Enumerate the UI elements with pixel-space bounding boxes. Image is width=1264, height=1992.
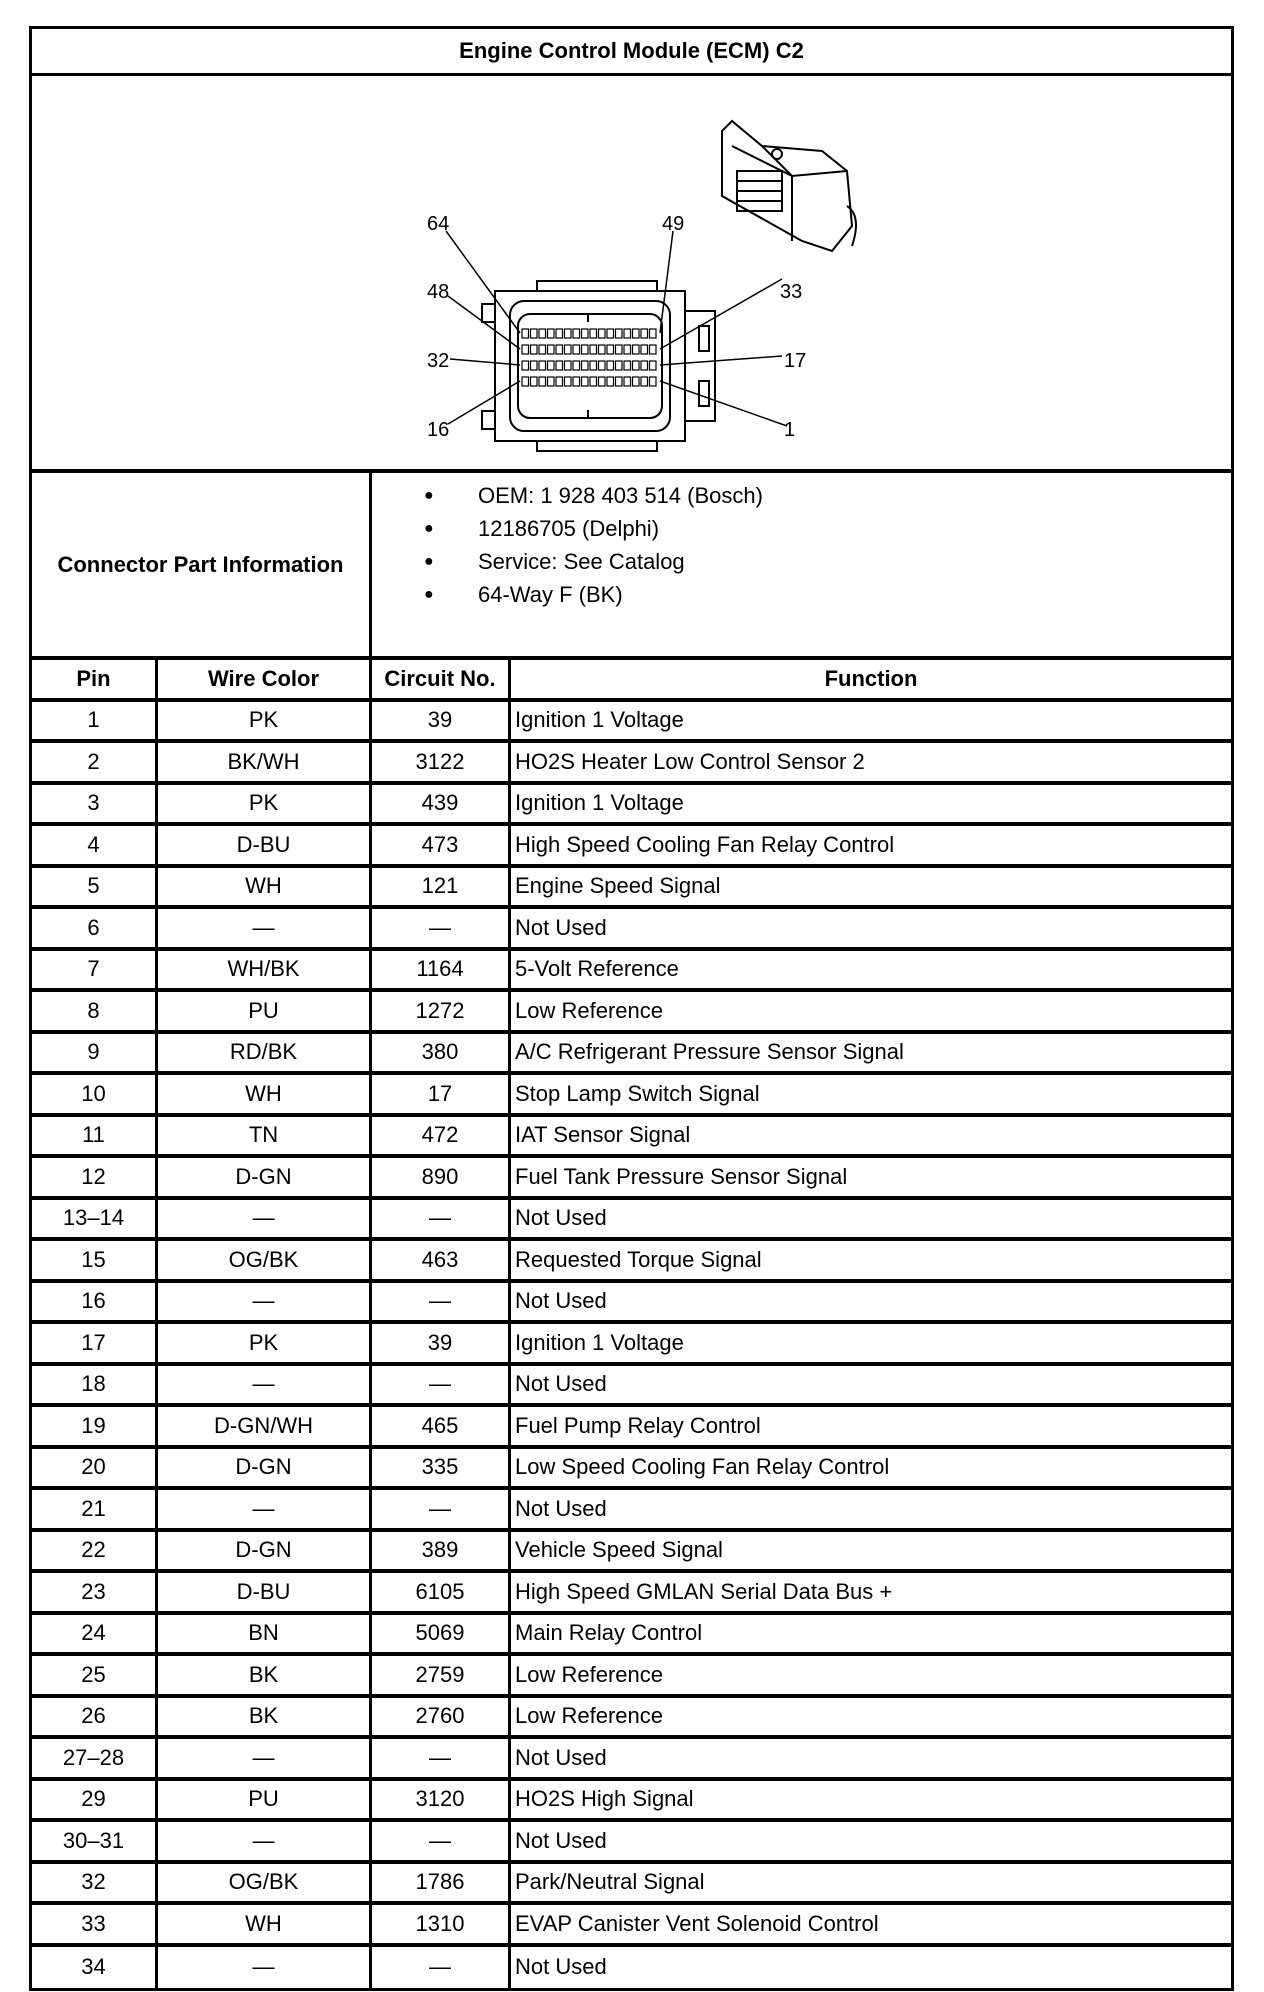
cell-wire-color: — bbox=[158, 1822, 372, 1860]
cell-wire-color: — bbox=[158, 1739, 372, 1777]
cell-pin: 22 bbox=[32, 1532, 158, 1570]
cell-circuit-no: 473 bbox=[372, 826, 511, 864]
cell-pin: 8 bbox=[32, 992, 158, 1030]
pin-label-1: 1 bbox=[784, 419, 796, 441]
cell-pin: 26 bbox=[32, 1698, 158, 1736]
connector-info-text: Service: See Catalog bbox=[478, 548, 685, 574]
table-row bbox=[32, 1241, 1231, 1283]
pin-cavity bbox=[633, 361, 640, 370]
cell-function: Ignition 1 Voltage bbox=[515, 1329, 684, 1355]
pin-cavity bbox=[548, 329, 555, 338]
pin-cavity bbox=[607, 377, 614, 386]
pin-label-33: 33 bbox=[780, 281, 803, 303]
bullet-icon: ● bbox=[424, 552, 434, 570]
cell-wire-color: BN bbox=[158, 1615, 372, 1653]
cell-circuit-no: — bbox=[372, 1200, 511, 1238]
pin-cavity bbox=[633, 377, 640, 386]
cell-wire-color: — bbox=[158, 909, 372, 947]
bullet-icon: ● bbox=[424, 486, 434, 504]
cell-wire-color: PU bbox=[158, 1781, 372, 1819]
cell-pin: 7 bbox=[32, 951, 158, 989]
table-row bbox=[32, 1117, 1231, 1159]
cell-pin: 4 bbox=[32, 826, 158, 864]
cell-pin: 3 bbox=[32, 785, 158, 823]
cell-pin: 12 bbox=[32, 1158, 158, 1196]
cell-pin: 25 bbox=[32, 1656, 158, 1694]
header-function: Function bbox=[824, 665, 918, 691]
pin-cavity bbox=[565, 329, 572, 338]
cell-wire-color: OG/BK bbox=[158, 1864, 372, 1902]
cell-circuit-no: 3120 bbox=[372, 1781, 511, 1819]
table-row bbox=[32, 1532, 1231, 1574]
pin-cavity bbox=[565, 345, 572, 354]
cell-pin: 17 bbox=[32, 1324, 158, 1362]
pin-cavity bbox=[633, 345, 640, 354]
cell-circuit-no: 3122 bbox=[372, 743, 511, 781]
table-row bbox=[32, 1283, 1231, 1325]
pin-cavity bbox=[582, 329, 589, 338]
table-row bbox=[32, 1781, 1231, 1823]
pin-label-32: 32 bbox=[427, 350, 450, 372]
cell-pin: 11 bbox=[32, 1117, 158, 1155]
cell-circuit-no: 6105 bbox=[372, 1573, 511, 1611]
pin-cavity bbox=[590, 377, 597, 386]
table-row bbox=[32, 1200, 1231, 1242]
cell-function: Fuel Tank Pressure Sensor Signal bbox=[515, 1163, 848, 1189]
pin-cavity bbox=[607, 329, 614, 338]
pin-cavity bbox=[556, 361, 563, 370]
table-row bbox=[32, 1407, 1231, 1449]
table-row bbox=[32, 826, 1231, 868]
pin-cavity bbox=[573, 377, 580, 386]
pin-cavity bbox=[548, 361, 555, 370]
cell-function: Stop Lamp Switch Signal bbox=[515, 1080, 760, 1106]
cell-circuit-no: 5069 bbox=[372, 1615, 511, 1653]
cell-circuit-no: 1786 bbox=[372, 1864, 511, 1902]
cell-circuit-no: — bbox=[372, 1283, 511, 1321]
cell-circuit-no: 1272 bbox=[372, 992, 511, 1030]
cell-circuit-no: 1310 bbox=[372, 1905, 511, 1943]
cell-wire-color: D-GN/WH bbox=[158, 1407, 372, 1445]
pin-cavity bbox=[616, 361, 623, 370]
table-header-row bbox=[32, 660, 1231, 702]
pin-cavity bbox=[616, 329, 623, 338]
cell-wire-color: — bbox=[158, 1200, 372, 1238]
pin-label-49: 49 bbox=[662, 213, 685, 235]
cell-pin: 19 bbox=[32, 1407, 158, 1445]
pin-cavity bbox=[522, 345, 529, 354]
cell-function: Low Speed Cooling Fan Relay Control bbox=[515, 1454, 890, 1480]
cell-function: Low Reference bbox=[515, 1703, 663, 1729]
pin-cavity bbox=[650, 345, 657, 354]
cell-pin: 18 bbox=[32, 1366, 158, 1404]
pin-cavity bbox=[641, 377, 648, 386]
cell-function: Main Relay Control bbox=[515, 1620, 703, 1646]
connector-info-item bbox=[424, 479, 763, 512]
cell-pin: 20 bbox=[32, 1449, 158, 1487]
connector-info-text: 12186705 (Delphi) bbox=[478, 515, 660, 541]
cell-circuit-no: 1164 bbox=[372, 951, 511, 989]
cell-circuit-no: — bbox=[372, 1822, 511, 1860]
pin-cavity bbox=[556, 329, 563, 338]
table-row bbox=[32, 1075, 1231, 1117]
pin-label-16: 16 bbox=[427, 419, 450, 441]
connector-diagram bbox=[32, 76, 1231, 473]
connector-info-text: 64-Way F (BK) bbox=[478, 581, 623, 607]
pin-cavity bbox=[531, 361, 538, 370]
connector-table bbox=[29, 26, 1234, 1991]
cell-pin: 2 bbox=[32, 743, 158, 781]
cell-function: High Speed Cooling Fan Relay Control bbox=[515, 831, 895, 857]
table-row bbox=[32, 992, 1231, 1034]
table-row bbox=[32, 1573, 1231, 1615]
pin-cavity bbox=[531, 377, 538, 386]
pin-cavity bbox=[539, 377, 546, 386]
connector-illustration bbox=[32, 76, 1231, 469]
table-body bbox=[32, 702, 1231, 1989]
table-row bbox=[32, 1947, 1231, 1989]
cell-wire-color: — bbox=[158, 1947, 372, 1989]
pin-cavity bbox=[573, 345, 580, 354]
cell-function: Ignition 1 Voltage bbox=[515, 707, 684, 733]
cell-wire-color: OG/BK bbox=[158, 1241, 372, 1279]
cell-pin: 5 bbox=[32, 868, 158, 906]
table-row bbox=[32, 743, 1231, 785]
header-circuit-no: Circuit No. bbox=[372, 660, 511, 698]
cell-circuit-no: 472 bbox=[372, 1117, 511, 1155]
cell-circuit-no: 335 bbox=[372, 1449, 511, 1487]
pin-cavity bbox=[548, 377, 555, 386]
pin-cavity bbox=[539, 345, 546, 354]
cell-wire-color: D-BU bbox=[158, 1573, 372, 1611]
cell-pin: 6 bbox=[32, 909, 158, 947]
pin-cavity bbox=[590, 329, 597, 338]
cell-function: Park/Neutral Signal bbox=[515, 1869, 705, 1895]
cell-wire-color: — bbox=[158, 1283, 372, 1321]
pin-cavity bbox=[650, 361, 657, 370]
cell-pin: 30–31 bbox=[32, 1822, 158, 1860]
connector-info-item bbox=[424, 512, 763, 545]
cell-function: Low Reference bbox=[515, 997, 663, 1023]
cell-function: Engine Speed Signal bbox=[515, 873, 721, 899]
table-row bbox=[32, 1822, 1231, 1864]
cell-circuit-no: — bbox=[372, 1366, 511, 1404]
cell-pin: 27–28 bbox=[32, 1739, 158, 1777]
cell-circuit-no: — bbox=[372, 1490, 511, 1528]
table-row bbox=[32, 1656, 1231, 1698]
cell-pin: 9 bbox=[32, 1034, 158, 1072]
bullet-icon: ● bbox=[424, 585, 434, 603]
cell-circuit-no: 890 bbox=[372, 1158, 511, 1196]
bullet-icon: ● bbox=[424, 519, 434, 537]
header-wire-color: Wire Color bbox=[158, 660, 372, 698]
cell-circuit-no: 2760 bbox=[372, 1698, 511, 1736]
cell-function: EVAP Canister Vent Solenoid Control bbox=[515, 1910, 879, 1936]
table-row bbox=[32, 1905, 1231, 1947]
pin-cavity bbox=[607, 361, 614, 370]
cell-circuit-no: 121 bbox=[372, 868, 511, 906]
cell-function: Not Used bbox=[515, 1371, 607, 1397]
cell-pin: 1 bbox=[32, 702, 158, 740]
pin-cavity bbox=[556, 345, 563, 354]
pin-cavity bbox=[531, 345, 538, 354]
pin-label-64: 64 bbox=[427, 213, 450, 235]
pin-cavity bbox=[565, 377, 572, 386]
pin-cavity bbox=[650, 377, 657, 386]
cell-function: Vehicle Speed Signal bbox=[515, 1537, 723, 1563]
table-row bbox=[32, 1034, 1231, 1076]
pin-cavity bbox=[522, 377, 529, 386]
table-row bbox=[32, 951, 1231, 993]
table-row bbox=[32, 702, 1231, 744]
cell-pin: 10 bbox=[32, 1075, 158, 1113]
pin-cavity bbox=[531, 329, 538, 338]
pin-cavity bbox=[565, 361, 572, 370]
pin-rows bbox=[522, 329, 656, 386]
cell-wire-color: PK bbox=[158, 702, 372, 740]
pin-cavity bbox=[624, 345, 631, 354]
pin-cavity bbox=[599, 329, 606, 338]
pin-cavity bbox=[616, 345, 623, 354]
connector-info-item bbox=[424, 578, 763, 611]
cell-wire-color: WH bbox=[158, 1075, 372, 1113]
cell-wire-color: BK bbox=[158, 1698, 372, 1736]
pin-cavity bbox=[590, 361, 597, 370]
cell-function: Fuel Pump Relay Control bbox=[515, 1412, 761, 1438]
connector-info-label: Connector Part Information bbox=[32, 473, 372, 656]
connector-iso-view bbox=[722, 121, 856, 251]
table-row bbox=[32, 1739, 1231, 1781]
cell-wire-color: D-GN bbox=[158, 1532, 372, 1570]
cell-pin: 13–14 bbox=[32, 1200, 158, 1238]
pin-cavity bbox=[650, 329, 657, 338]
cell-wire-color: PK bbox=[158, 1324, 372, 1362]
pin-cavity bbox=[599, 361, 606, 370]
table-row bbox=[32, 1366, 1231, 1408]
cell-pin: 21 bbox=[32, 1490, 158, 1528]
cell-function: HO2S High Signal bbox=[515, 1786, 694, 1812]
pin-cavity bbox=[582, 377, 589, 386]
cell-wire-color: BK/WH bbox=[158, 743, 372, 781]
cell-circuit-no: 39 bbox=[372, 702, 511, 740]
cell-wire-color: D-GN bbox=[158, 1158, 372, 1196]
pin-cavity bbox=[616, 377, 623, 386]
pin-cavity bbox=[641, 361, 648, 370]
cell-circuit-no: 39 bbox=[372, 1324, 511, 1362]
cell-wire-color: WH bbox=[158, 868, 372, 906]
pin-cavity bbox=[633, 329, 640, 338]
table-row bbox=[32, 1698, 1231, 1740]
cell-function: Requested Torque Signal bbox=[515, 1246, 762, 1272]
table-row bbox=[32, 1615, 1231, 1657]
cell-circuit-no: — bbox=[372, 909, 511, 947]
header-pin: Pin bbox=[32, 660, 158, 698]
cell-wire-color: — bbox=[158, 1366, 372, 1404]
pin-cavity bbox=[522, 329, 529, 338]
cell-circuit-no: 2759 bbox=[372, 1656, 511, 1694]
cell-pin: 29 bbox=[32, 1781, 158, 1819]
pin-label-48: 48 bbox=[427, 281, 450, 303]
cell-function: HO2S Heater Low Control Sensor 2 bbox=[515, 748, 865, 774]
connector-info-list bbox=[372, 473, 763, 656]
cell-wire-color: BK bbox=[158, 1656, 372, 1694]
pin-cavity bbox=[624, 329, 631, 338]
cell-circuit-no: 380 bbox=[372, 1034, 511, 1072]
pin-cavity bbox=[607, 345, 614, 354]
pin-cavity bbox=[539, 329, 546, 338]
pin-label-17: 17 bbox=[784, 350, 807, 372]
cell-circuit-no: — bbox=[372, 1739, 511, 1777]
table-row bbox=[32, 1864, 1231, 1906]
cell-function: Not Used bbox=[515, 1495, 607, 1521]
cell-circuit-no: 389 bbox=[372, 1532, 511, 1570]
cell-wire-color: D-BU bbox=[158, 826, 372, 864]
table-row bbox=[32, 785, 1231, 827]
connector-info-item bbox=[424, 545, 763, 578]
cell-circuit-no: — bbox=[372, 1947, 511, 1989]
pin-cavity bbox=[624, 377, 631, 386]
cell-wire-color: D-GN bbox=[158, 1449, 372, 1487]
cell-pin: 23 bbox=[32, 1573, 158, 1611]
pin-cavity bbox=[590, 345, 597, 354]
pin-cavity bbox=[599, 377, 606, 386]
cell-function: Not Used bbox=[515, 1205, 607, 1231]
cell-function: Not Used bbox=[515, 1827, 607, 1853]
table-row bbox=[32, 1324, 1231, 1366]
pin-cavity bbox=[522, 361, 529, 370]
cell-function: IAT Sensor Signal bbox=[515, 1122, 691, 1148]
cell-wire-color: WH bbox=[158, 1905, 372, 1943]
cell-function: Low Reference bbox=[515, 1661, 663, 1687]
pin-cavity bbox=[539, 361, 546, 370]
cell-function: A/C Refrigerant Pressure Sensor Signal bbox=[515, 1039, 904, 1065]
cell-wire-color: TN bbox=[158, 1117, 372, 1155]
pin-cavity bbox=[548, 345, 555, 354]
cell-wire-color: — bbox=[158, 1490, 372, 1528]
cell-circuit-no: 463 bbox=[372, 1241, 511, 1279]
cell-pin: 32 bbox=[32, 1864, 158, 1902]
cell-pin: 34 bbox=[32, 1947, 158, 1989]
pin-cavity bbox=[599, 345, 606, 354]
cell-function: Not Used bbox=[515, 914, 607, 940]
pin-cavity bbox=[624, 361, 631, 370]
table-row bbox=[32, 1158, 1231, 1200]
connector-info-text: OEM: 1 928 403 514 (Bosch) bbox=[478, 482, 763, 508]
cell-pin: 24 bbox=[32, 1615, 158, 1653]
cell-function: 5-Volt Reference bbox=[515, 956, 679, 982]
table-row bbox=[32, 868, 1231, 910]
pin-cavity bbox=[582, 361, 589, 370]
cell-pin: 15 bbox=[32, 1241, 158, 1279]
pin-cavity bbox=[641, 329, 648, 338]
cell-circuit-no: 465 bbox=[372, 1407, 511, 1445]
cell-wire-color: PU bbox=[158, 992, 372, 1030]
cell-pin: 33 bbox=[32, 1905, 158, 1943]
table-title: Engine Control Module (ECM) C2 bbox=[32, 29, 1231, 76]
table-row bbox=[32, 1449, 1231, 1491]
cell-function: Not Used bbox=[515, 1954, 607, 1980]
cell-function: High Speed GMLAN Serial Data Bus + bbox=[515, 1578, 893, 1604]
cell-function: Not Used bbox=[515, 1744, 607, 1770]
table-row bbox=[32, 909, 1231, 951]
pin-cavity bbox=[556, 377, 563, 386]
cell-wire-color: WH/BK bbox=[158, 951, 372, 989]
cell-circuit-no: 439 bbox=[372, 785, 511, 823]
cell-circuit-no: 17 bbox=[372, 1075, 511, 1113]
connector-part-info bbox=[32, 473, 1231, 660]
pin-cavity bbox=[641, 345, 648, 354]
pin-cavity bbox=[573, 361, 580, 370]
cell-pin: 16 bbox=[32, 1283, 158, 1321]
table-row bbox=[32, 1490, 1231, 1532]
cell-function: Not Used bbox=[515, 1288, 607, 1314]
cell-wire-color: PK bbox=[158, 785, 372, 823]
pin-cavity bbox=[573, 329, 580, 338]
pin-cavity bbox=[582, 345, 589, 354]
cell-function: Ignition 1 Voltage bbox=[515, 790, 684, 816]
cell-wire-color: RD/BK bbox=[158, 1034, 372, 1072]
